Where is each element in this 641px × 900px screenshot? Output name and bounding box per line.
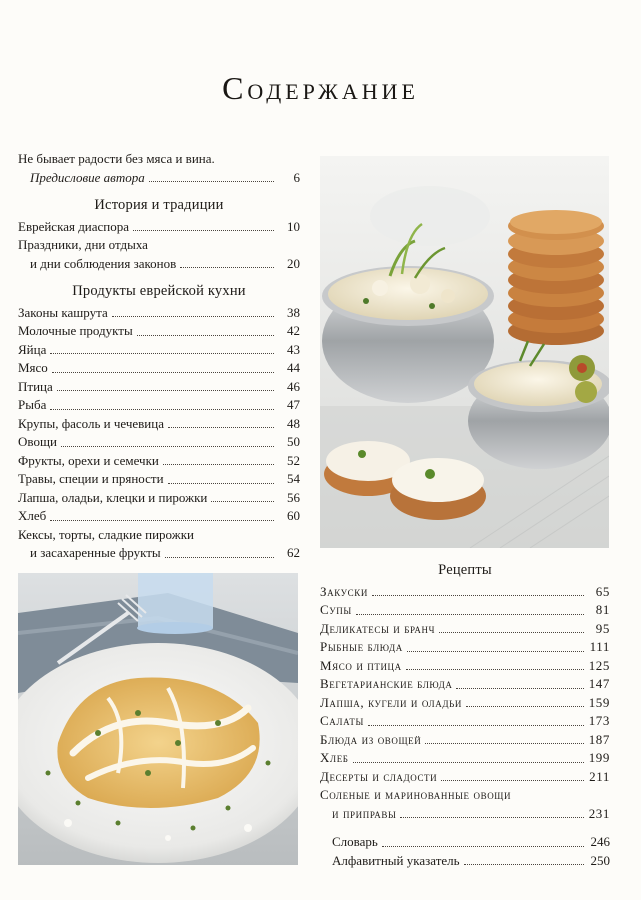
- toc-entry[interactable]: [18, 255, 300, 274]
- toc-entry-label: Законы кашрута: [18, 304, 108, 320]
- dot-leader: [400, 816, 584, 818]
- toc-entry-index[interactable]: [320, 852, 610, 871]
- toc-entry-label: Фрукты, орехи и семечки: [18, 452, 159, 468]
- toc-entry-label: Супы: [320, 602, 352, 617]
- dot-leader: [180, 266, 274, 268]
- toc-entry-label: Блюда из овощей: [320, 731, 422, 747]
- toc-entry-page: 20: [287, 255, 300, 271]
- toc-entry-label: Яйца: [18, 341, 47, 357]
- toc-entry-page: 231: [588, 805, 610, 821]
- toc-entry-label: Десерты и сладости: [320, 768, 438, 784]
- toc-entry-preface[interactable]: [18, 169, 300, 188]
- toc-entry[interactable]: [18, 322, 300, 341]
- toc-entry-label: Словарь: [332, 834, 378, 849]
- toc-entry-label: Еврейская диаспора: [18, 218, 130, 234]
- toc-entry[interactable]: [18, 433, 300, 452]
- dot-leader: [372, 594, 584, 596]
- toc-entry-page: 125: [588, 657, 610, 673]
- toc-entry-page: 147: [588, 676, 610, 691]
- toc-entry[interactable]: [18, 218, 300, 237]
- toc-entry[interactable]: [320, 731, 610, 750]
- dot-leader: [133, 229, 274, 231]
- toc-entry-label: Алфавитный указатель: [332, 852, 460, 868]
- dot-leader: [441, 779, 584, 781]
- toc-entry-page: 211: [589, 768, 610, 784]
- bleed-through-text: [215, 112, 405, 126]
- toc-entry-label: Лапша, кугели и оладьи: [320, 694, 462, 710]
- dot-leader: [168, 482, 274, 484]
- toc-entry-label: Хлеб: [18, 508, 47, 523]
- preface-title: Не бывает радости без мяса и вина.: [18, 151, 215, 166]
- toc-entry-page: 81: [595, 602, 610, 617]
- dot-leader: [57, 389, 274, 391]
- toc-entry-page: 54: [287, 471, 300, 486]
- toc-entry[interactable]: [320, 638, 610, 657]
- toc-entry-page: 10: [287, 218, 300, 234]
- toc-entry[interactable]: [18, 544, 300, 563]
- toc-left-column: [18, 150, 300, 563]
- toc-entry-label: Травы, специи и пряности: [18, 471, 164, 486]
- toc-entry[interactable]: [18, 452, 300, 471]
- toc-entry-label: Хлеб: [320, 750, 349, 765]
- dot-leader: [407, 650, 584, 652]
- toc-entry-page: 95: [595, 620, 610, 636]
- dot-leader: [464, 863, 584, 865]
- toc-entry-label: Рыбные блюда: [320, 639, 403, 654]
- dot-leader: [425, 742, 584, 744]
- toc-entry-label: Закуски: [320, 583, 368, 599]
- dot-leader: [52, 371, 274, 373]
- toc-entry-label: Крупы, фасоль и чечевица: [18, 415, 164, 431]
- toc-entry-page: 6: [293, 169, 300, 185]
- toc-entry-page: 43: [287, 341, 300, 357]
- toc-entry-label: Вегетарианские блюда: [320, 676, 453, 691]
- toc-entry-label: Рыба: [18, 397, 47, 412]
- dot-leader: [61, 445, 274, 447]
- toc-entry[interactable]: [320, 675, 610, 694]
- toc-entry-label: Предисловие автора: [30, 169, 145, 185]
- toc-entry-label: Овощи: [18, 434, 57, 449]
- toc-entry-page: 187: [588, 731, 610, 747]
- toc-entry[interactable]: [18, 341, 300, 360]
- toc-entry[interactable]: [320, 657, 610, 676]
- toc-right-column: [320, 561, 610, 870]
- toc-entry-page: 50: [287, 434, 300, 449]
- toc-entry-page: 42: [287, 323, 300, 338]
- toc-entry-page: 46: [287, 378, 300, 394]
- toc-entry-label: Лапша, оладьи, клецки и пирожки: [18, 489, 208, 505]
- toc-entry[interactable]: [18, 507, 300, 526]
- toc-entry-label: Деликатесы и бранч: [320, 620, 436, 636]
- section-heading-history: История и традиции: [94, 197, 224, 213]
- toc-entry-page: 65: [595, 583, 610, 599]
- appetizers-photo: [320, 156, 609, 548]
- dot-leader: [50, 408, 274, 410]
- toc-entry-label-line1[interactable]: Праздники, дни отдыха: [18, 237, 148, 252]
- toc-entry[interactable]: [18, 378, 300, 397]
- toc-entry-label: Мясо: [18, 360, 48, 375]
- toc-entry-page: 62: [287, 545, 300, 560]
- toc-entry-label: Птица: [18, 378, 53, 394]
- toc-entry-page: 52: [287, 452, 300, 468]
- dot-leader: [368, 724, 584, 726]
- toc-entry[interactable]: [18, 415, 300, 434]
- dot-leader: [466, 705, 584, 707]
- toc-entry[interactable]: [18, 396, 300, 415]
- toc-entry-label-line2: и дни соблюдения законов: [30, 255, 177, 271]
- spacer: [320, 823, 610, 833]
- toc-entry[interactable]: [18, 359, 300, 378]
- toc-entry-page: 250: [590, 852, 610, 868]
- toc-entry[interactable]: [320, 601, 610, 620]
- toc-entry-page: 48: [287, 415, 300, 431]
- toc-entry-page: 159: [588, 694, 610, 710]
- dot-leader: [149, 180, 274, 182]
- toc-entry[interactable]: [320, 583, 610, 602]
- toc-entry-page: 56: [287, 489, 300, 505]
- toc-entry[interactable]: [18, 489, 300, 508]
- dot-leader: [356, 613, 584, 615]
- toc-entry-page: 44: [287, 360, 300, 375]
- toc-entry-page: 47: [287, 397, 300, 412]
- dish-photo: [18, 573, 298, 865]
- dot-leader: [382, 845, 584, 847]
- dot-leader: [456, 687, 584, 689]
- dot-leader: [137, 334, 274, 336]
- toc-entry-label-line1[interactable]: Кексы, торты, сладкие пирожки: [18, 526, 194, 542]
- toc-entry-page: 173: [588, 713, 610, 728]
- toc-entry[interactable]: [320, 805, 610, 824]
- dot-leader: [163, 463, 274, 465]
- dot-leader: [165, 556, 274, 558]
- toc-entry-label-line2: и приправы: [332, 805, 397, 821]
- dot-leader: [353, 761, 584, 763]
- toc-entry[interactable]: [320, 620, 610, 639]
- toc-entry[interactable]: [18, 470, 300, 489]
- toc-entry-page: 60: [287, 508, 300, 523]
- toc-entry[interactable]: [320, 768, 610, 787]
- toc-entry-page: 38: [287, 304, 300, 320]
- page-title: Содержание: [222, 70, 419, 106]
- dot-leader: [211, 500, 274, 502]
- section-heading-recipes: Рецепты: [438, 562, 492, 578]
- dot-leader: [168, 426, 274, 428]
- dot-leader: [112, 315, 274, 317]
- toc-entry-label-line1[interactable]: Соленые и маринованные овощи: [320, 787, 512, 802]
- toc-entry[interactable]: [320, 749, 610, 768]
- dot-leader: [50, 519, 274, 521]
- toc-entry-page: 111: [589, 639, 610, 654]
- section-heading-products: Продукты еврейской кухни: [72, 283, 246, 299]
- dot-leader: [406, 668, 584, 670]
- toc-entry-page: 246: [590, 834, 610, 849]
- toc-entry[interactable]: [18, 304, 300, 323]
- toc-entry-label: Мясо и птица: [320, 657, 402, 673]
- toc-entry-label: Молочные продукты: [18, 323, 133, 338]
- dot-leader: [50, 352, 274, 354]
- toc-entry[interactable]: [320, 712, 610, 731]
- toc-entry-label-line2: и засахаренные фрукты: [30, 545, 161, 560]
- toc-entry-glossary[interactable]: [320, 833, 610, 852]
- dot-leader: [439, 631, 584, 633]
- toc-entry[interactable]: [320, 694, 610, 713]
- toc-entry-label: Салаты: [320, 713, 364, 728]
- toc-entry-page: 199: [588, 750, 610, 765]
